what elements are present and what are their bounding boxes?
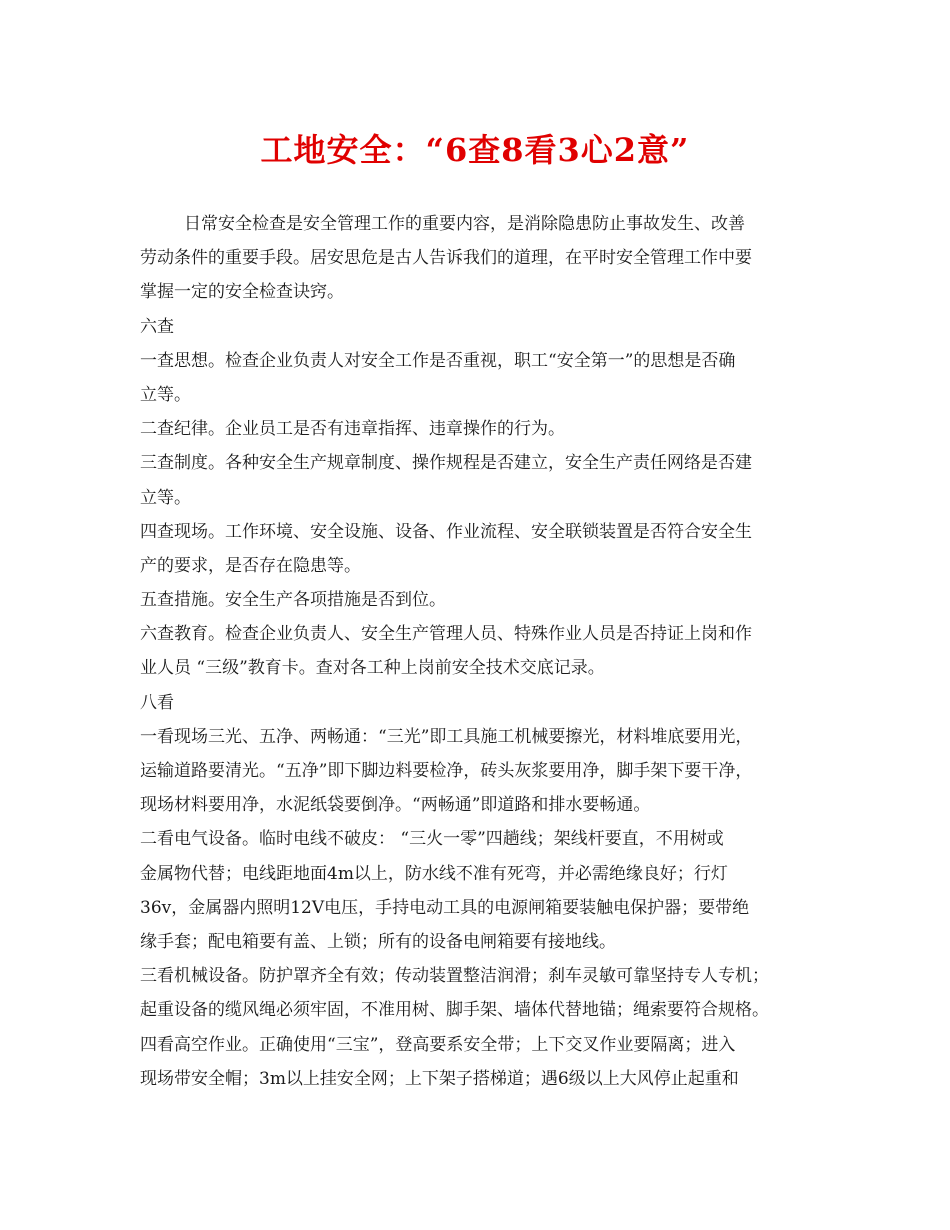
paragraph-line: 六查教育。检查企业负责人、安全生产管理人员、特殊作业人员是否持证上岗和作: [140, 624, 752, 645]
paragraph-line: 三看机械设备。防护罩齐全有效；传动装置整洁润滑；刹车灵敏可靠坚持专人专机；: [140, 966, 769, 987]
paragraph-line: 立等。: [140, 487, 191, 508]
document-title: 工地安全：“6查8看3心2意”: [260, 131, 690, 169]
paragraph-line: 36v，金属器内照明12V电压，手持电动工具的电源闸箱要装触电保护器；要带绝: [140, 897, 750, 918]
paragraph-line: 劳动条件的重要手段。居安思危是古人告诉我们的道理，在平时安全管理工作中要: [140, 248, 752, 269]
paragraph-line: 二看电气设备。临时电线不破皮： “三火一零”四趟线；架线杆要直，不用树或: [140, 829, 724, 850]
paragraph-line: 四看高空作业。正确使用“三宝”，登高要系安全带；上下交叉作业要隔离；进入: [140, 1034, 736, 1055]
paragraph-line: 现场带安全帽；3m以上挂安全网；上下架子搭梯道；遇6级以上大风停止起重和: [140, 1068, 739, 1089]
section-heading-six-checks: 六查: [140, 316, 174, 337]
paragraph-line: 一看现场三光、五净、两畅通：“三光”即工具施工机械要擦光，材料堆底要用光，: [140, 726, 753, 747]
paragraph-line: 四查现场。工作环境、安全设施、设备、作业流程、安全联锁装置是否符合安全生: [140, 521, 752, 542]
paragraph-line: 五查措施。安全生产各项措施是否到位。: [140, 590, 446, 611]
paragraph-line: 现场材料要用净，水泥纸袋要倒净。“两畅通”即道路和排水要畅通。: [140, 795, 651, 816]
section-heading-eight-looks: 八看: [140, 692, 174, 713]
paragraph-line: 产的要求，是否存在隐患等。: [140, 555, 361, 576]
paragraph-line: 金属物代替；电线距地面4m以上，防水线不准有死弯，并必需绝缘良好；行灯: [140, 863, 728, 884]
paragraph-line: 立等。: [140, 384, 191, 405]
paragraph-line: 一查思想。检查企业负责人对安全工作是否重视，职工“安全第一”的思想是否确: [140, 350, 736, 371]
paragraph-line: 起重设备的缆风绳必须牢固，不准用树、脚手架、墙体代替地锚；绳索要符合规格。: [140, 1000, 769, 1021]
paragraph-line: 运输道路要清光。“五净”即下脚边料要检净，砖头灰浆要用净，脚手架下要干净，: [140, 761, 753, 781]
paragraph-line: 二查纪律。企业员工是否有违章指挥、违章操作的行为。: [140, 419, 565, 440]
paragraph-line: 三查制度。各种安全生产规章制度、操作规程是否建立，安全生产责任网络是否建: [140, 453, 752, 474]
paragraph-line: 业人员 “三级”教育卡。查对各工种上岗前安全技术交底记录。: [140, 658, 605, 679]
document-body: [140, 207, 820, 1096]
paragraph-line: 缘手套；配电箱要有盖、上锁；所有的设备电闸箱要有接地线。: [140, 931, 616, 952]
paragraph-line: 日常安全检查是安全管理工作的重要内容，是消除隐患防止事故发生、改善: [184, 214, 745, 234]
paragraph-line: 掌握一定的安全检查诀窍。: [140, 282, 344, 303]
